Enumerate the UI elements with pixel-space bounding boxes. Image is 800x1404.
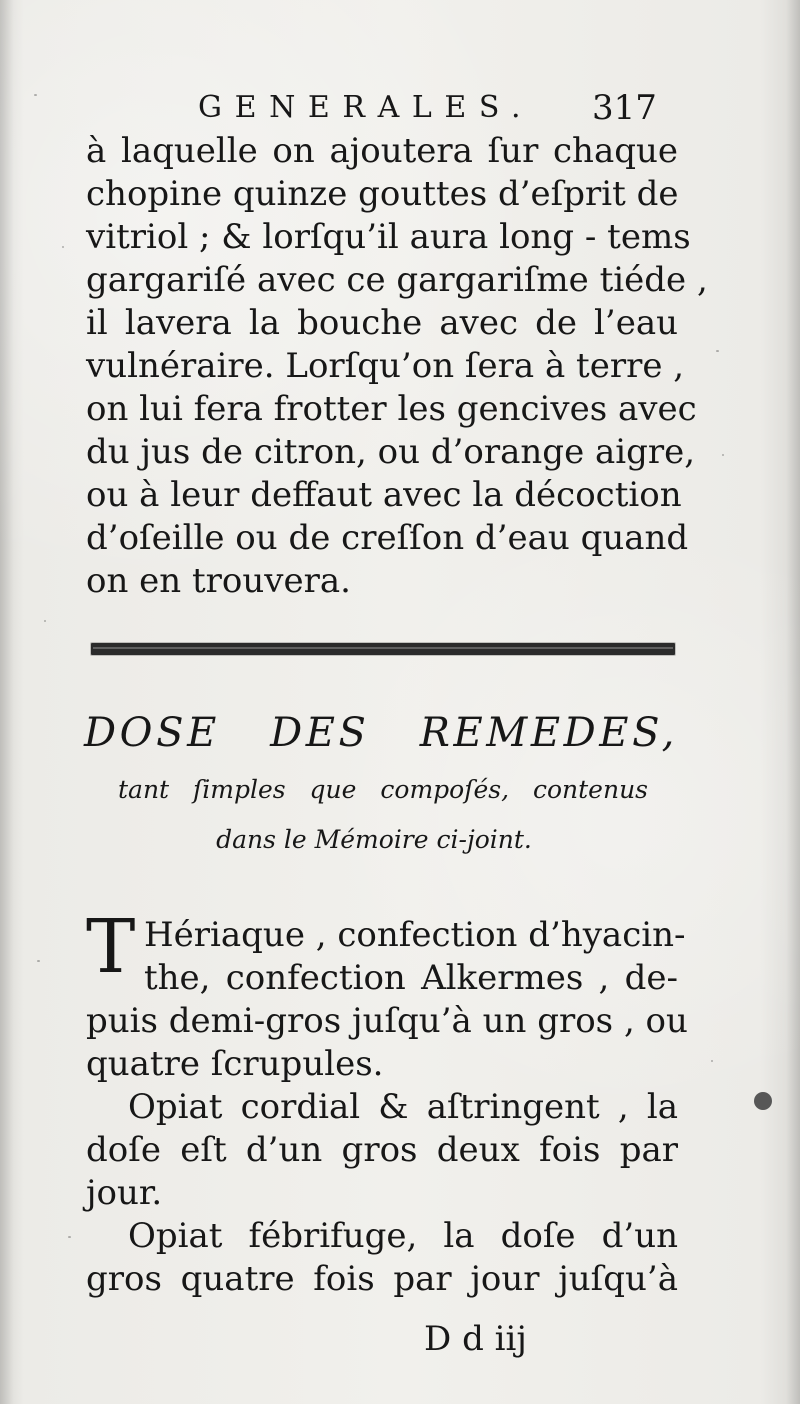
text-line: ou à leur deffaut avec la décoction	[86, 475, 682, 515]
text-line: doſe eſt d’un gros deux fois par	[86, 1130, 678, 1170]
right-page-shadow	[786, 0, 800, 1404]
text-line: vulnéraire. Lorſqu’on ſera à terre ,	[86, 346, 685, 386]
paper-speck	[716, 350, 719, 352]
paper-speck	[62, 246, 64, 248]
paper-speck	[722, 454, 724, 456]
text-line: du jus de citron, ou d’orange aigre,	[86, 432, 696, 472]
drop-cap: T	[86, 904, 136, 990]
left-page-shadow	[0, 0, 14, 1404]
paper-speck	[711, 1060, 713, 1062]
text-line: on lui fera frotter les gencives avec	[86, 389, 697, 429]
text-line: on en trouvera.	[86, 561, 351, 601]
text-line: the, confection Alkermes , de-	[144, 958, 678, 998]
text-line: vitriol ; & lorſqu’il aura long - tems	[86, 217, 691, 257]
text-line: quatre ſcrupules.	[86, 1044, 384, 1084]
signature-mark: D d iij	[424, 1319, 527, 1359]
section-divider	[91, 643, 675, 655]
text-line: à laquelle on ajoutera ſur chaque	[86, 131, 678, 171]
page-number: 317	[592, 88, 657, 128]
text-line: gros quatre fois par jour juſqu’à	[86, 1259, 678, 1299]
running-head-title: GENERALES.	[198, 90, 534, 125]
text-line: jour.	[86, 1173, 163, 1213]
text-line: Opiat cordial & aſtringent , la	[128, 1087, 678, 1127]
paper-speck	[37, 960, 40, 962]
paper-speck	[68, 1236, 71, 1238]
section-1-text	[86, 130, 708, 603]
text-line: gargariſé avec ce gargariſme tiéde ,	[86, 260, 708, 300]
paper-speck	[44, 620, 46, 622]
text-line: Opiat fébrifuge, la doſe d’un	[128, 1216, 678, 1256]
section-title: DOSE DES REMEDES,	[84, 710, 678, 756]
section-subtitle-line-1: tant ſimples que compoſés, contenus	[118, 775, 648, 804]
section-subtitle-line-2: dans le Mémoire ci-joint.	[216, 825, 532, 854]
text-line: Hériaque , confection d’hyacin-	[144, 915, 686, 955]
text-line: d’oſeille ou de creſſon d’eau quand	[86, 518, 689, 558]
text-line: chopine quinze gouttes d’eſprit de	[86, 174, 679, 214]
text-line: puis demi-gros juſqu’à un gros , ou	[86, 1001, 688, 1041]
section-2-text	[86, 904, 688, 1301]
binding-dot	[754, 1092, 772, 1110]
text-line: il lavera la bouche avec de l’eau	[86, 303, 678, 343]
paper-speck	[34, 94, 37, 96]
